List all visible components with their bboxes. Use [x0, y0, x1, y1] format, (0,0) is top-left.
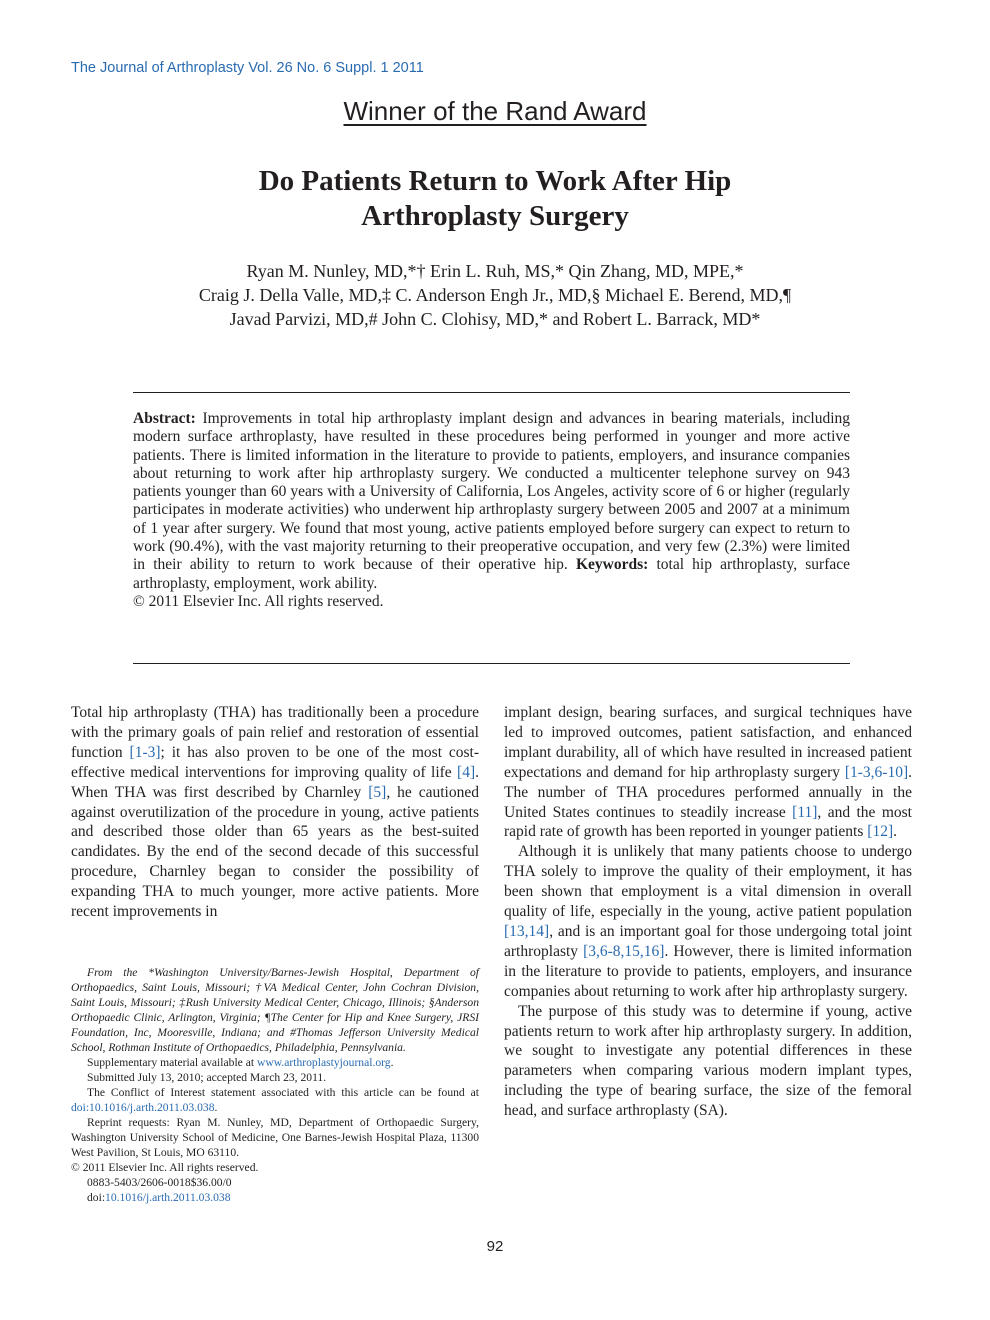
- coi-doi-link[interactable]: doi:10.1016/j.arth.2011.03.038: [71, 1101, 215, 1114]
- author-list: Ryan M. Nunley, MD,*† Erin L. Ruh, MS,* Qin Zhang, MD, MPE,* Craig J. Della Valle, MD,‡ C. Anderson Engh Jr., MD,§ Michael E. Berend, MD,¶ Javad Parvizi, MD,# John C. Clohisy, MD,* and Robert L. Barrack, MD*: [198, 261, 792, 329]
- citation-link[interactable]: [1-3]: [129, 743, 161, 761]
- left-column: Total hip arthroplasty (THA) has traditionally been a procedure with the primary goals of pain relief and restoration of essential function [1-3]; it has also proven to be one of the most cost-effective medical interventions for improving quality of life [4]. When THA was first described by Charnley [5], he cautioned against overutilization of the procedure in young, active patients and described those older than 65 years as the best-suited candidates. By the end of the second decade of this successful procedure, Charnley began to consider the possibility of expanding THA to much younger, more active patients. More recent improvements in: [71, 704, 480, 921]
- citation-link[interactable]: [4]: [457, 763, 476, 781]
- page-number: 92: [486, 1238, 504, 1255]
- citation-link[interactable]: [5]: [368, 783, 387, 801]
- award-banner: Winner of the Rand Award: [343, 96, 647, 126]
- doi-link[interactable]: 10.1016/j.arth.2011.03.038: [105, 1191, 231, 1204]
- journal-link[interactable]: www.arthroplastyjournal.org: [256, 1056, 391, 1069]
- citation-link[interactable]: [13,14]: [504, 922, 550, 940]
- citation-link[interactable]: [3,6-8,15,16]: [583, 942, 665, 960]
- divider-top: [133, 392, 850, 393]
- article-title: Do Patients Return to Work After Hip Arthroplasty Surgery: [258, 165, 732, 232]
- citation-link[interactable]: [12]: [867, 823, 894, 841]
- abstract: Abstract: Improvements in total hip arthroplasty implant design and advances in bearing materials, including modern surface arthroplasty, have resulted in these procedures being performed in younger and more active patients. There is limited information in the literature to provide to patients, employers, and insurance companies about returning to work after hip arthroplasty surgery. We conducted a multicenter telephone survey on 943 patients younger than 60 years with a University of California, Los Angeles, activity score of 6 or higher (regularly participates in moderate activities) who underwent hip arthroplasty surgery between 2005 and 2007 at a minimum of 1 year after surgery. We found that most young, active patients employed before surgery can expect to return to work (90.4%), with the vast majority returning to their preoperative occupation, and very few (2.3%) were limited in their ability to return to work because of their operative hip. Keywords: total hip arthroplasty, surface arthroplasty, employment, work ability. © 2011 Elsevier Inc. All rights reserved.: [133, 410, 851, 610]
- abstract-copyright: © 2011 Elsevier Inc. All rights reserved.: [133, 592, 384, 610]
- citation-link[interactable]: [1-3,6-10]: [844, 763, 909, 781]
- citation-link[interactable]: [11]: [792, 803, 818, 821]
- divider-bottom: [133, 663, 850, 664]
- journal-header: The Journal of Arthroplasty Vol. 26 No. 6 Suppl. 1 2011: [71, 60, 424, 76]
- footnotes: From the *Washington University/Barnes-Jewish Hospital, Department of Orthopaedics, Saint Louis, Missouri; †VA Medical Center, John Cochran Division, Saint Louis, Missouri; ‡Rush University Medical Center, Chicago, Illinois; §Anderson Orthopaedic Clinic, Arlington, Virginia; ¶The Center for Hip and Knee Surgery, JRSI Foundation, Inc, Mooresville, Indiana; and #Thomas Jefferson University Medical School, Rothman Institute of Orthopaedics, Philadelphia, Pennsylvania. Supplementary material available at www.arthroplastyjournal.org. Submitted July 13, 2010; accepted March 23, 2011. The Conflict of Interest statement associated with this article can be found at doi:10.1016/j.arth.2011.03.038. Reprint requests: Ryan M. Nunley, MD, Department of Orthopaedic Surgery, Washington University School of Medicine, One Barnes-Jewish Hospital Plaza, 11300 West Pavilion, St Louis, MO 63110. © 2011 Elsevier Inc. All rights reserved. 0883-5403/2606-0018$36.00/0 doi:10.1016/j.arth.2011.03.038: [71, 966, 479, 1204]
- affiliations: From the *Washington University/Barnes-Jewish Hospital, Department of Orthopaedics, Saint Louis, Missouri; †VA Medical Center, John Cochran Division, Saint Louis, Missouri; ‡Rush University Medical Center, Chicago, Illinois; §Anderson Orthopaedic Clinic, Arlington, Virginia; ¶The Center for Hip and Knee Surgery, JRSI Foundation, Inc, Mooresville, Indiana; and #Thomas Jefferson University Medical School, Rothman Institute of Orthopaedics, Philadelphia, Pennsylvania.: [71, 966, 479, 1054]
- right-column: implant design, bearing surfaces, and surgical techniques have led to improved outcomes, patient satisfaction, and enhanced implant durability, all of which have resulted in increased patient expectations and demand for hip arthroplasty surgery [1-3,6-10]. The number of THA procedures performed annually in the United States continues to steadily increase [11], and the most rapid rate of growth has been reported in younger patients [12]. Although it is unlikely that many patients choose to undergo THA solely to improve the quality of their employment, it has been shown that employment is a vital dimension in overall quality of life, especially in the young, active patient population [13,14], and is an important goal for those undergoing total joint arthroplasty [3,6-8,15,16]. However, there is limited information in the literature to provide to patients, employers, and insurance companies about returning to work after hip arthroplasty surgery. The purpose of this study was to determine if young, active patients return to work after hip arthroplasty surgery. In addition, we sought to investigate any potential differences in these parameters when comparing various modern implant types, including the type of bearing surface, the size of the femoral head, and surface arthroplasty (SA).: [504, 704, 912, 1120]
